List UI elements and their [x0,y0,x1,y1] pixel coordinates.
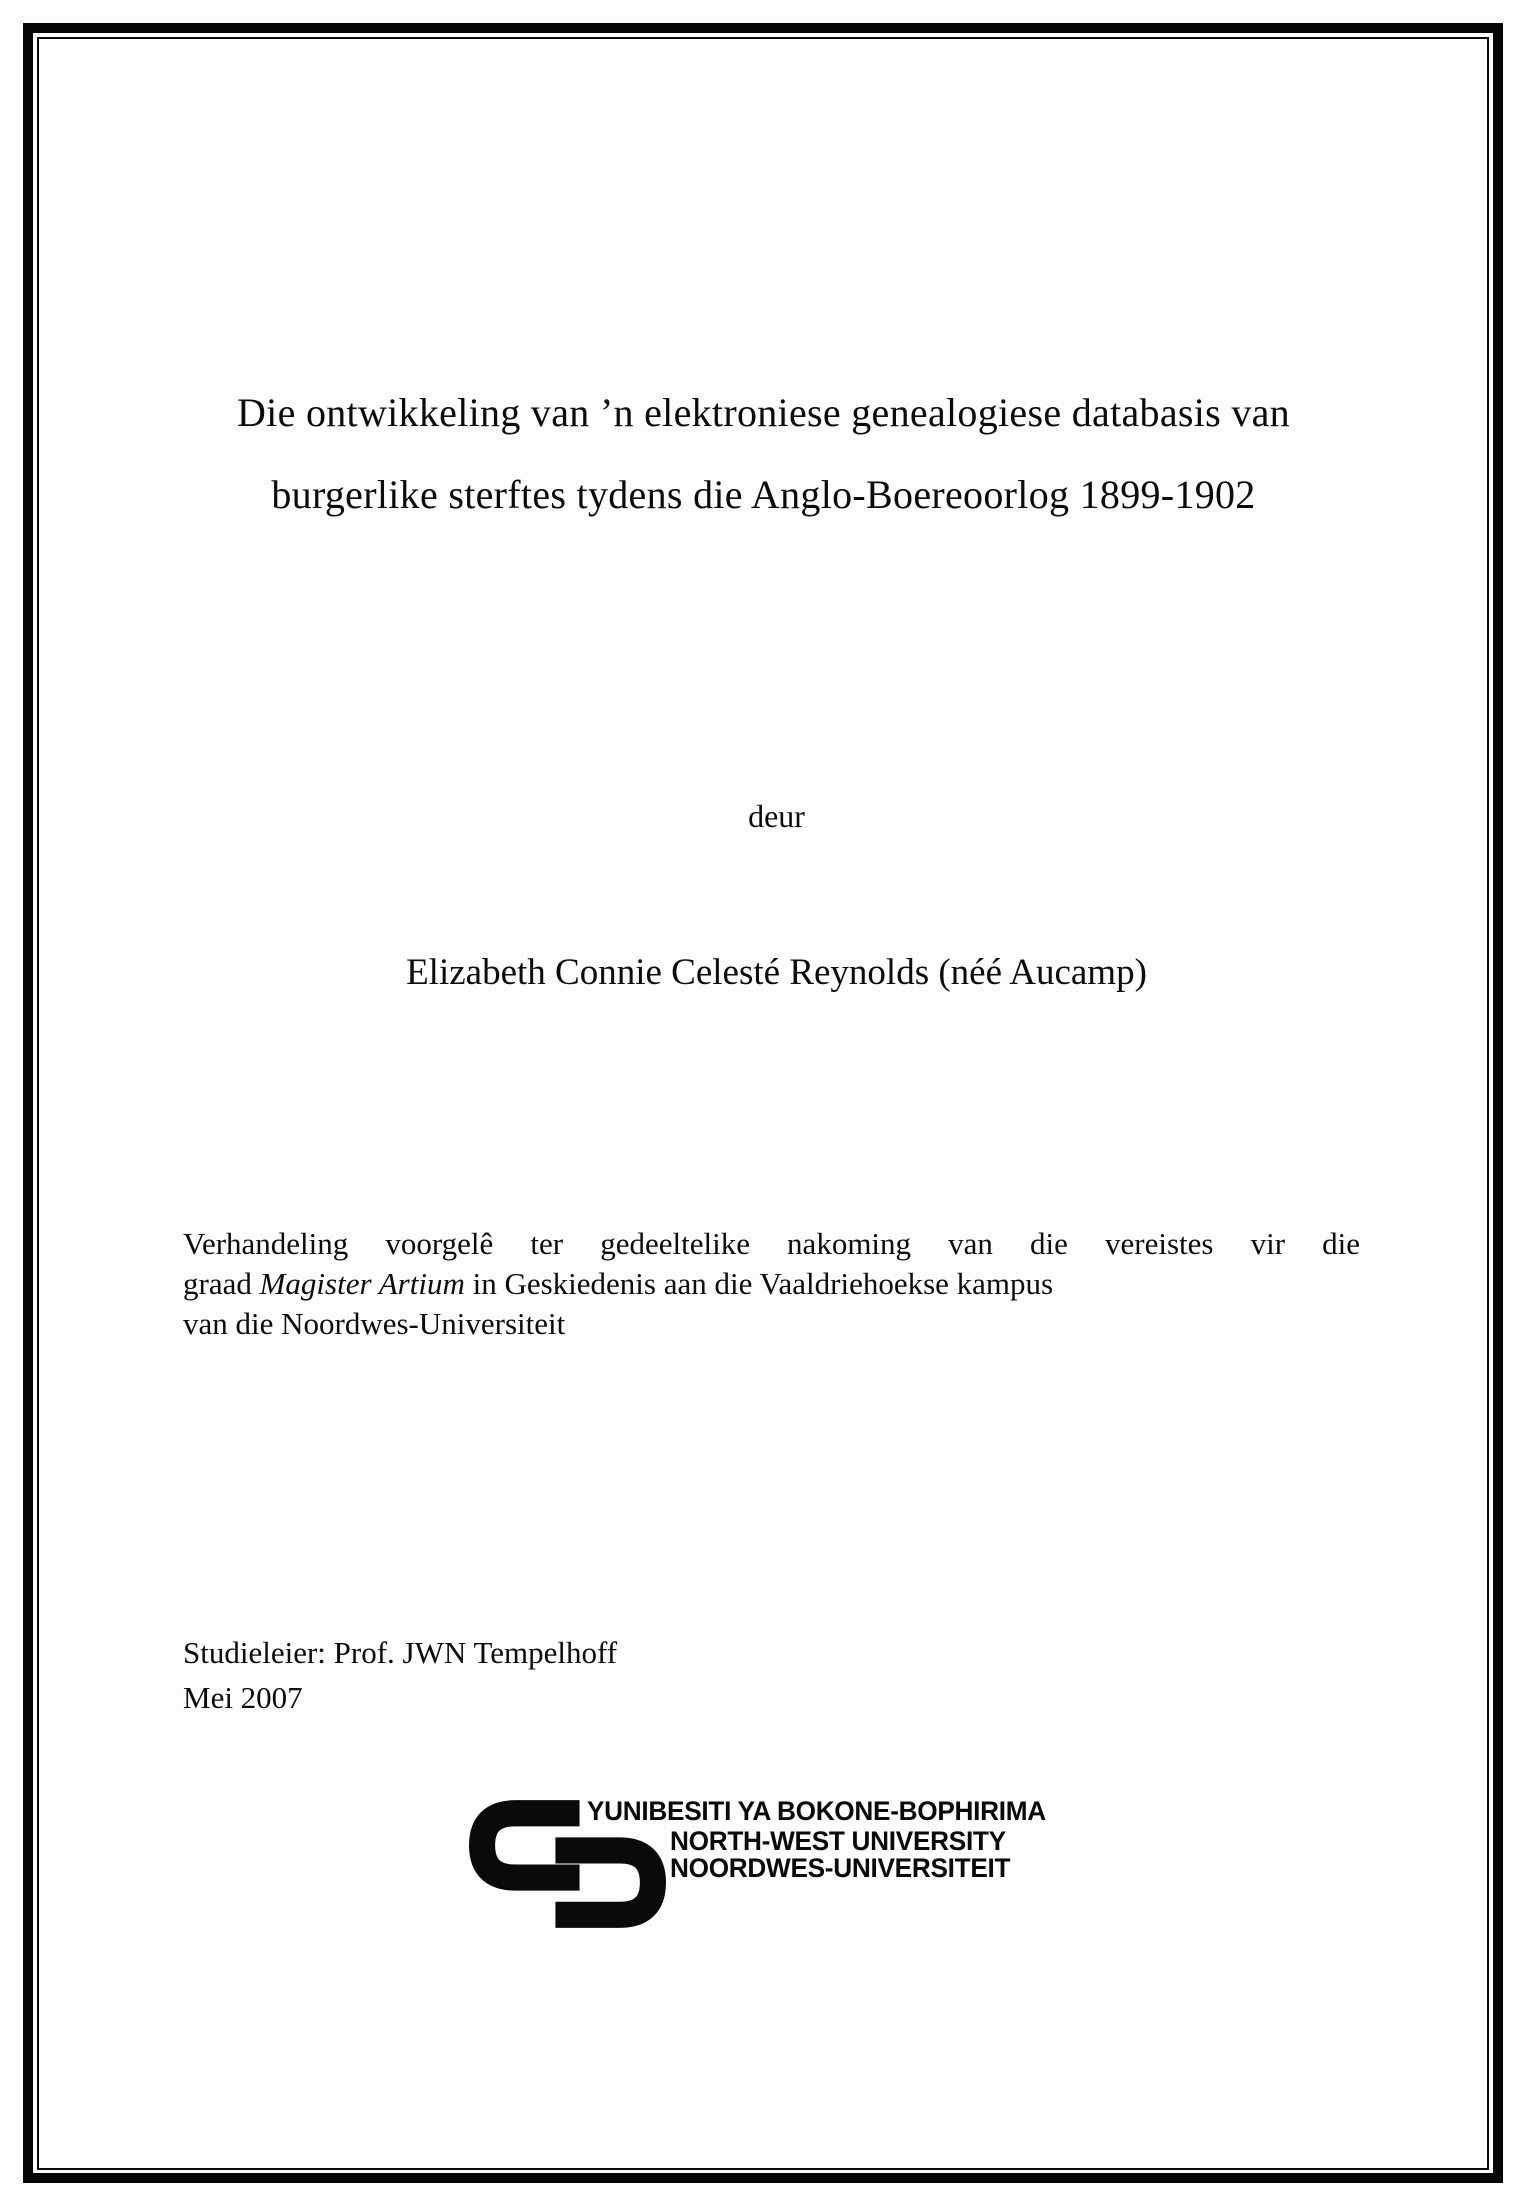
thesis-title-line-1: Die ontwikkeling van ’n elektroniese genealogiese databasis van [236,390,1290,435]
statement-line2-pre: graad [183,1266,260,1301]
university-logo [467,1796,1087,1930]
logo-text-line-1: YUNIBESITI YA BOKONE-BOPHIRIMA [587,1796,1046,1826]
logo-text-line-2: NORTH-WEST UNIVERSITY [670,1826,1006,1856]
logo-text-line-3: NOORDWES-UNIVERSITEIT [670,1853,1011,1883]
thesis-title-line-2: burgerlike sterftes tydens die Anglo-Boereoorlog 1899-1902 [271,472,1256,517]
thesis-statement-line-1: Verhandeling voorgelê ter gedeeltelike nakoming van die vereistes vir die [183,1226,1360,1261]
byline-deur: deur [748,798,805,834]
author-name: Elizabeth Connie Celesté Reynolds (néé Aucamp) [406,952,1147,993]
date-line: Mei 2007 [183,1680,303,1715]
statement-line2-post: in Geskiedenis aan die Vaaldriehoekse kampus [464,1266,1054,1301]
thesis-statement-line-3: van die Noordwes-Universiteit [183,1306,566,1341]
statement-degree-name: Magister Artium [259,1266,465,1301]
thesis-statement-line-2 [183,1264,1360,1304]
thesis-statement [183,1224,1360,1344]
supervisor-line: Studieleier: Prof. JWN Tempelhoff [183,1635,618,1670]
supervisor-block [183,1630,617,1720]
